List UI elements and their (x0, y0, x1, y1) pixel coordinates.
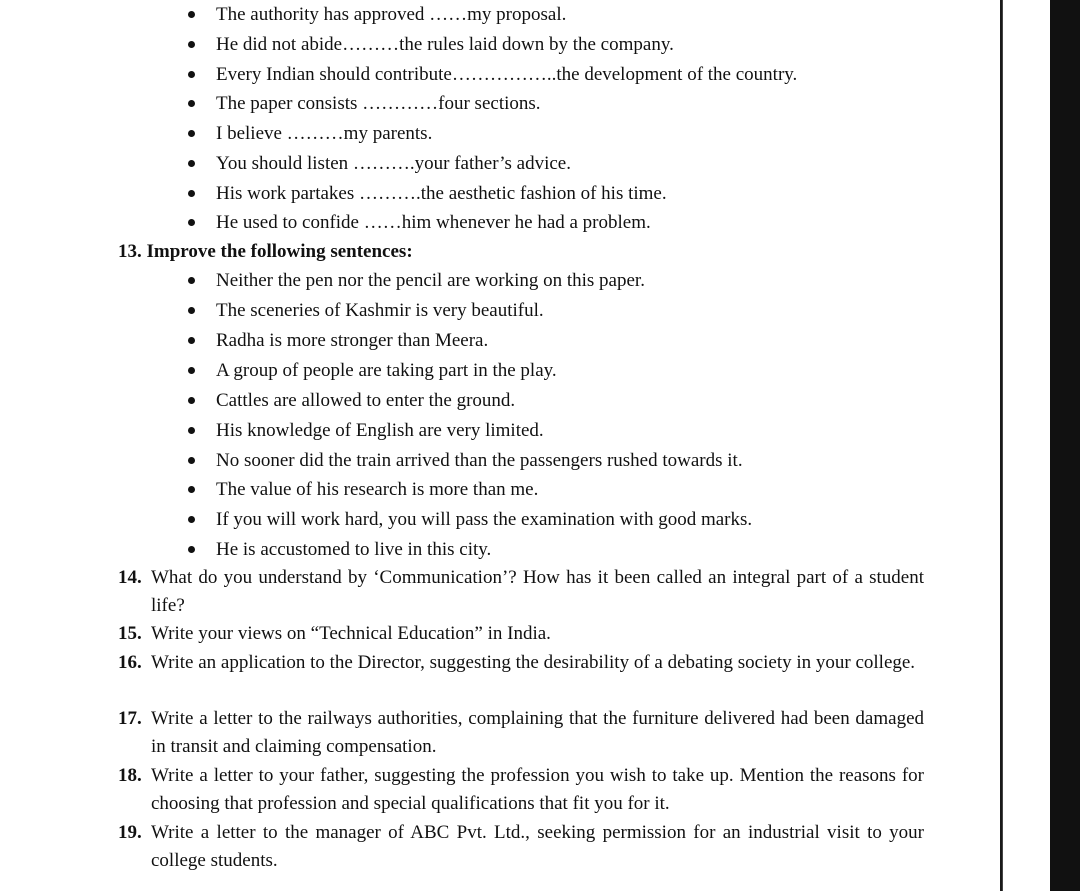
question-16 (118, 649, 924, 677)
question-text: Write a letter to the railways authorities, complaining that the furniture delivered had been damaged in transit and claiming compensation. (151, 708, 924, 757)
question-number: 18. (118, 765, 142, 786)
bullet-icon (188, 337, 195, 344)
list-item: The paper consists …………four sections. (216, 92, 541, 116)
bullet-icon (188, 11, 195, 18)
bullet-icon (188, 427, 195, 434)
bullet-icon (188, 160, 195, 167)
list-item: A group of people are taking part in the play. (216, 359, 557, 383)
list-item: I believe ………my parents. (216, 122, 432, 146)
bullet-icon (188, 307, 195, 314)
bullet-icon (188, 41, 195, 48)
bullet-icon (188, 130, 195, 137)
question-text: Write an application to the Director, suggesting the desirability of a debating society in your college. (151, 652, 916, 673)
question-14 (118, 564, 924, 620)
list-item: Every Indian should contribute……………..the development of the country. (216, 63, 797, 87)
list-item: The value of his research is more than me. (216, 478, 538, 502)
list-item: He is accustomed to live in this city. (216, 538, 491, 562)
list-item: His work partakes ……….the aesthetic fashion of his time. (216, 182, 667, 206)
question-19 (118, 819, 924, 875)
section-heading: 13. Improve the following sentences: (118, 241, 413, 262)
bullet-icon (188, 219, 195, 226)
list-item: Radha is more stronger than Meera. (216, 329, 488, 353)
list-item: He did not abide………the rules laid down by the company. (216, 33, 674, 57)
question-17 (118, 705, 924, 761)
question-text: Write your views on “Technical Education” in India. (151, 623, 551, 644)
bullet-icon (188, 100, 195, 107)
question-number: 19. (118, 822, 142, 843)
question-text: Write a letter to the manager of ABC Pvt. Ltd., seeking permission for an industrial visit to your college students. (151, 822, 924, 871)
window-edge (1050, 0, 1080, 891)
bullet-icon (188, 367, 195, 374)
list-item: The authority has approved ……my proposal. (216, 3, 566, 27)
list-item: The sceneries of Kashmir is very beautiful. (216, 299, 544, 323)
question-text: What do you understand by ‘Communication’? How has it been called an integral part of a student life? (151, 567, 924, 616)
bullet-icon (188, 457, 195, 464)
list-item: Neither the pen nor the pencil are working on this paper. (216, 269, 645, 293)
question-number: 16. (118, 652, 142, 673)
bullet-icon (188, 190, 195, 197)
question-number: 14. (118, 567, 142, 588)
list-item: No sooner did the train arrived than the passengers rushed towards it. (216, 449, 743, 473)
bullet-icon (188, 277, 195, 284)
bullet-icon (188, 397, 195, 404)
question-text: Write a letter to your father, suggesting the profession you wish to take up. Mention the reasons for choosing that profession and special qualifications that fit you for it. (151, 765, 924, 814)
bullet-icon (188, 546, 195, 553)
bullet-icon (188, 516, 195, 523)
list-item: Cattles are allowed to enter the ground. (216, 389, 515, 413)
list-item: He used to confide ……him whenever he had a problem. (216, 211, 651, 235)
bullet-icon (188, 486, 195, 493)
list-item: His knowledge of English are very limited. (216, 419, 544, 443)
list-item: You should listen ……….your father’s advice. (216, 152, 571, 176)
question-number: 17. (118, 708, 142, 729)
question-18 (118, 762, 924, 818)
list-item: If you will work hard, you will pass the examination with good marks. (216, 508, 752, 532)
page-margin (1003, 0, 1050, 891)
question-15 (118, 620, 924, 648)
question-number: 15. (118, 623, 142, 644)
bullet-icon (188, 71, 195, 78)
